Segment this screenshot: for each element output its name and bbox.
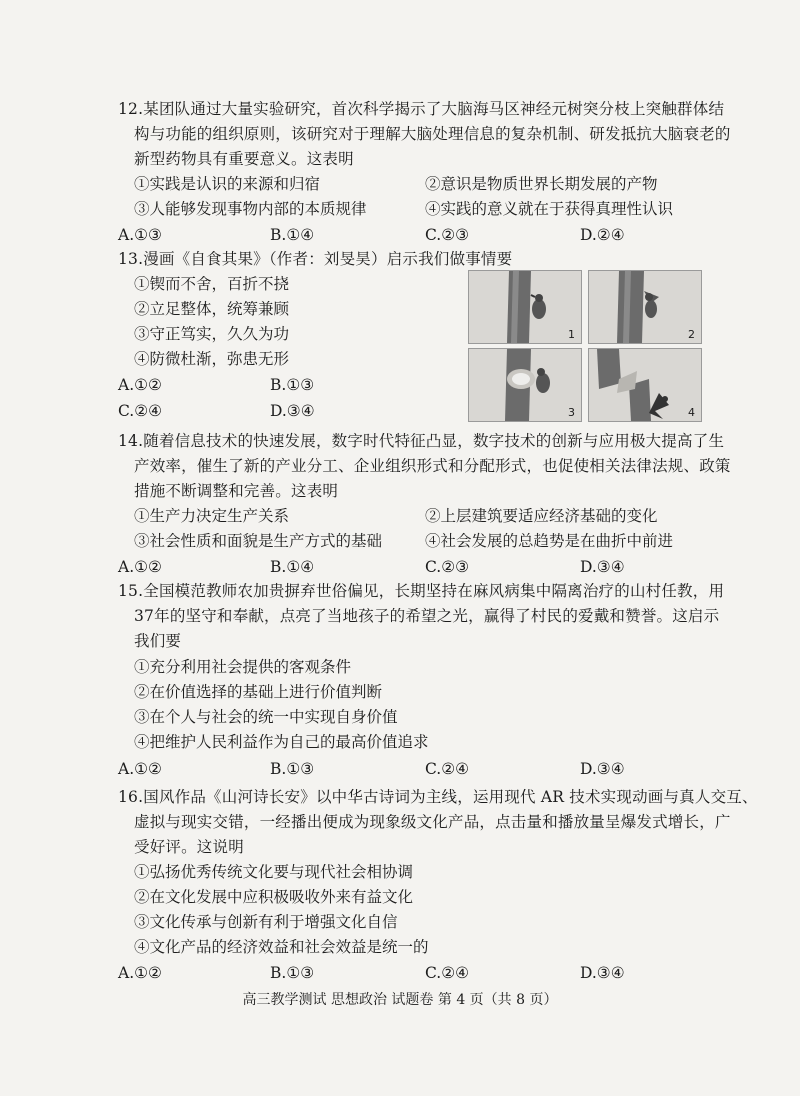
q13-choice-d: D.③④	[270, 402, 315, 420]
q14-item-2: ②上层建筑要适应经济基础的变化	[425, 507, 658, 525]
q16-stem-line-3: 受好评。这说明	[134, 838, 244, 856]
q15-choice-b: B.①③	[270, 760, 315, 778]
q13-item-3: ③守正笃实，久久为功	[134, 325, 290, 343]
q14-item-4: ④社会发展的总趋势是在曲折中前进	[425, 532, 674, 550]
q16-stem-line-2: 虚拟与现实交错，一经播出便成为现象级文化产品，点击量和播放量呈爆发式增长，广	[134, 813, 731, 831]
page-footer: 高三教学测试 思想政治 试题卷 第 4 页（共 8 页）	[242, 992, 558, 1008]
q14-item-1: ①生产力决定生产关系	[134, 507, 290, 525]
comic-panel-4	[588, 348, 702, 422]
q14-item-3: ③社会性质和面貌是生产方式的基础	[134, 532, 383, 550]
q12-choice-a: A.①③	[118, 226, 162, 244]
q16-choice-d: D.③④	[580, 964, 625, 982]
q15-choice-c: C.②④	[425, 760, 470, 778]
q16-choice-b: B.①③	[270, 964, 315, 982]
comic-panel-3	[468, 348, 582, 422]
panel-number: 1	[568, 328, 575, 341]
q15-item-4: ④把维护人民利益作为自己的最高价值追求	[134, 733, 429, 751]
q12-stem-line-2: 构与功能的组织原则，该研究对于理解大脑处理信息的复杂机制、研发抵抗大脑衰老的	[134, 125, 731, 143]
q13-choice-c: C.②④	[118, 402, 163, 420]
woodpecker-tree-drawing	[469, 349, 581, 421]
q12-stem-line-3: 新型药物具有重要意义。这表明	[134, 150, 354, 168]
q16-item-4: ④文化产品的经济效益和社会效益是统一的	[134, 938, 429, 956]
q13-item-1: ①锲而不舍，百折不挠	[134, 275, 290, 293]
q14-stem-line-3: 措施不断调整和完善。这表明	[134, 482, 339, 500]
q12-choice-d: D.②④	[580, 226, 625, 244]
q15-choice-d: D.③④	[580, 760, 625, 778]
q13-choice-b: B.①③	[270, 376, 315, 394]
q16-item-2: ②在文化发展中应积极吸收外来有益文化	[134, 888, 414, 906]
q15-stem-line-2: 37年的坚守和奉献，点亮了当地孩子的希望之光，赢得了村民的爱戴和赞誉。这启示	[134, 607, 720, 625]
comic-illustration	[468, 270, 700, 420]
panel-number: 4	[688, 406, 695, 419]
q12-item-1: ①实践是认识的来源和归宿	[134, 175, 321, 193]
q15-item-2: ②在价值选择的基础上进行价值判断	[134, 683, 383, 701]
q13-stem: 13.漫画《自食其果》（作者：刘旻昊）启示我们做事情要	[118, 250, 513, 268]
q14-choice-c: C.②③	[425, 558, 470, 576]
q12-choice-c: C.②③	[425, 226, 470, 244]
panel-number: 2	[688, 328, 695, 341]
q14-choice-d: D.③④	[580, 558, 625, 576]
q15-item-3: ③在个人与社会的统一中实现自身价值	[134, 708, 398, 726]
q15-item-1: ①充分利用社会提供的客观条件	[134, 658, 352, 676]
q13-choice-a: A.①②	[118, 376, 162, 394]
q12-item-4: ④实践的意义就在于获得真理性认识	[425, 200, 674, 218]
q16-choice-a: A.①②	[118, 964, 162, 982]
q14-stem-line-1: 14.随着信息技术的快速发展，数字时代特征凸显，数字技术的创新与应用极大提高了生	[118, 432, 725, 450]
q15-stem-line-3: 我们要	[134, 632, 182, 650]
q16-item-1: ①弘扬优秀传统文化要与现代社会相协调	[134, 863, 414, 881]
q12-item-2: ②意识是物质世界长期发展的产物	[425, 175, 658, 193]
q13-item-2: ②立足整体，统筹兼顾	[134, 300, 290, 318]
q16-choice-c: C.②④	[425, 964, 470, 982]
q16-stem-line-1: 16.国风作品《山河诗长安》以中华古诗词为主线，运用现代 AR 技术实现动画与真人交互、	[118, 788, 758, 806]
q15-stem-line-1: 15.全国模范教师农加贵摒弃世俗偏见，长期坚持在麻风病集中隔离治疗的山村任教，用	[118, 582, 725, 600]
woodpecker-tree-drawing	[589, 349, 701, 421]
q14-choice-a: A.①②	[118, 558, 162, 576]
q15-choice-a: A.①②	[118, 760, 162, 778]
q13-item-4: ④防微杜渐，弥患无形	[134, 350, 290, 368]
woodpecker-tree-drawing	[469, 271, 581, 343]
q12-item-3: ③人能够发现事物内部的本质规律	[134, 200, 367, 218]
q16-item-3: ③文化传承与创新有利于增强文化自信	[134, 913, 398, 931]
q12-stem-line-1: 12.某团队通过大量实验研究，首次科学揭示了大脑海马区神经元树突分枝上突触群体结	[118, 100, 725, 118]
comic-panel-2	[588, 270, 702, 344]
q12-choice-b: B.①④	[270, 226, 315, 244]
woodpecker-tree-drawing	[589, 271, 701, 343]
panel-number: 3	[568, 406, 575, 419]
comic-panel-1	[468, 270, 582, 344]
q14-choice-b: B.①④	[270, 558, 315, 576]
q14-stem-line-2: 产效率，催生了新的产业分工、企业组织形式和分配形式，也促使相关法律法规、政策	[134, 457, 731, 475]
